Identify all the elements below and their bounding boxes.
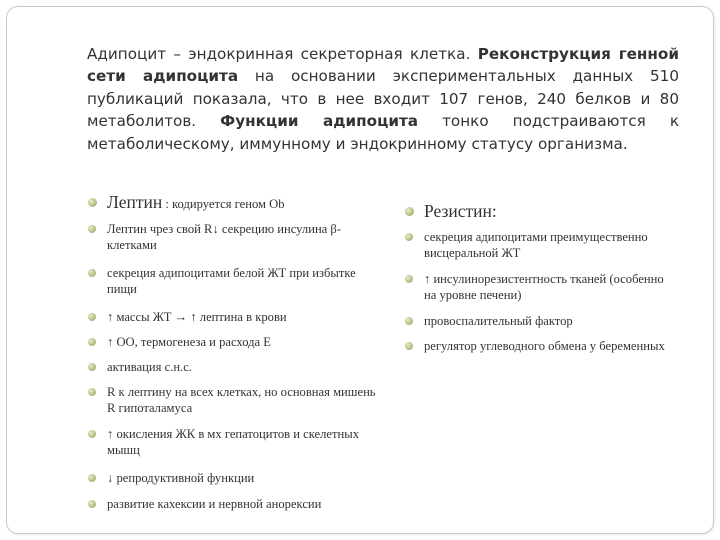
intro-text-3: тонко подстраиваются к метаболическому, иммунному и эндокринному статусу организма. [87, 112, 680, 153]
list-item: R к лептину на всех клетках, но основная мишень R гипоталамуса [87, 384, 387, 416]
slide [6, 6, 714, 534]
intro-bold-1: Реконструкция генной сети адипоцита [87, 45, 679, 86]
intro-text-2: на основании экспериментальных данных 510 публикаций показала, что в нее входит 107 генов, 240 белков и 80 метаболитов. [87, 67, 679, 131]
list-item: секреция адипоцитами белой ЖТ при избытке пищи [87, 265, 387, 297]
leptin-list [87, 191, 387, 512]
leptin-title: Лептин [107, 192, 163, 212]
list-item: секреция адипоцитами преимущественно висцеральной ЖТ [404, 229, 679, 261]
leptin-subtitle: : кодируется геном Ob [162, 197, 285, 211]
list-item: активация с.н.с. [87, 359, 387, 375]
resistin-list [404, 200, 679, 354]
leptin-heading [87, 191, 387, 215]
intro-paragraph [87, 43, 679, 155]
intro-bold-2: Функции адипоцита [220, 112, 419, 131]
list-item: провоспалительный фактор [404, 313, 679, 329]
list-item: ↓ репродуктивной функции [87, 470, 387, 486]
list-item: ↑ окисления ЖК в мх гепатоцитов и скелетных мышц [87, 426, 387, 458]
list-item: развитие кахексии и нервной анорексии [87, 496, 387, 512]
resistin-heading: Резистин: [404, 200, 679, 222]
intro-text-1: Адипоцит – эндокринная секреторная клетка. [87, 45, 478, 63]
list-item: ↑ инсулинорезистентность тканей (особенно на уровне печени) [404, 271, 679, 303]
list-item: ↑ ОО, термогенеза и расхода Е [87, 334, 387, 350]
list-item: Лептин чрез свой R↓ секрецию инсулина β-клетками [87, 221, 387, 253]
list-item: регулятор углеводного обмена у беременных [404, 338, 679, 354]
list-item: ↑ массы ЖТ → ↑ лептина в крови [87, 309, 387, 325]
